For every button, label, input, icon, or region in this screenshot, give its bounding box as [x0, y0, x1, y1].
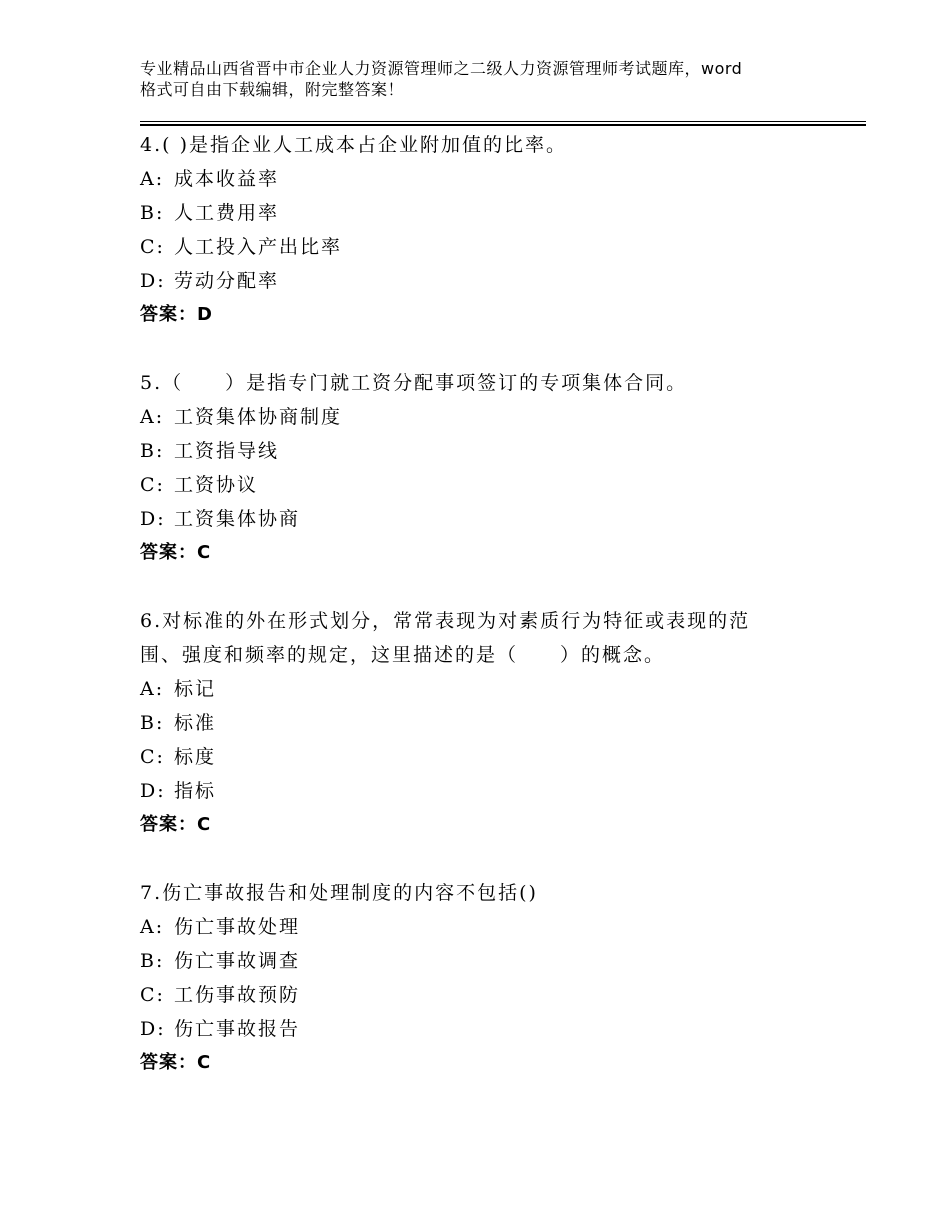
option-letter: A: — [140, 168, 165, 190]
question-item — [140, 366, 860, 570]
document-header — [140, 58, 840, 100]
answer-option — [140, 774, 860, 808]
option-text: 伤亡事故调查 — [174, 950, 301, 972]
option-text: 人工费用率 — [174, 202, 280, 224]
option-letter: C: — [140, 746, 165, 768]
option-letter: B: — [140, 202, 165, 224]
answer-option — [140, 1012, 860, 1046]
question-item — [140, 876, 860, 1080]
answer-option — [140, 196, 860, 230]
answer-option — [140, 264, 860, 298]
answer-key: 答案：C — [140, 814, 212, 835]
answer-option — [140, 468, 860, 502]
question-stem-line: 围、强度和频率的规定，这里描述的是（ ）的概念。 — [140, 644, 666, 666]
header-divider — [140, 124, 866, 126]
option-text: 工伤事故预防 — [174, 984, 301, 1006]
answer-key: 答案：C — [140, 542, 212, 563]
answer-option — [140, 944, 860, 978]
option-letter: D: — [140, 1018, 166, 1040]
option-text: 标记 — [174, 678, 217, 700]
option-text: 指标 — [174, 780, 217, 802]
option-letter: A: — [140, 406, 165, 428]
option-text: 工资集体协商制度 — [174, 406, 343, 428]
question-item — [140, 128, 860, 332]
question-stem-line: 6.对标准的外在形式划分，常常表现为对素质行为特征或表现的范 — [140, 610, 751, 632]
option-letter: C: — [140, 474, 165, 496]
header-line: 格式可自由下载编辑，附完整答案！ — [140, 80, 405, 99]
option-text: 标准 — [174, 712, 217, 734]
question-stem — [140, 128, 860, 162]
option-text: 工资协议 — [174, 474, 259, 496]
answer-option — [140, 910, 860, 944]
option-text: 标度 — [174, 746, 217, 768]
question-stem-line: 5.（ ）是指专门就工资分配事项签订的专项集体合同。 — [140, 372, 688, 394]
answer-option — [140, 400, 860, 434]
option-text: 劳动分配率 — [174, 270, 280, 292]
answer-option — [140, 434, 860, 468]
header-line: 专业精品山西省晋中市企业人力资源管理师之二级人力资源管理师考试题库，word — [140, 59, 743, 78]
option-letter: C: — [140, 984, 165, 1006]
answer-option — [140, 978, 860, 1012]
option-letter: B: — [140, 440, 165, 462]
answer-option — [140, 706, 860, 740]
answer-option — [140, 672, 860, 706]
question-stem-line: 4.( )是指企业人工成本占企业附加值的比率。 — [140, 134, 567, 156]
option-letter: B: — [140, 950, 165, 972]
option-letter: A: — [140, 916, 165, 938]
answer-key: 答案：C — [140, 1052, 212, 1073]
option-letter: A: — [140, 678, 165, 700]
header-divider — [140, 121, 866, 122]
answer-option — [140, 230, 860, 264]
answer-option — [140, 502, 860, 536]
answer-option — [140, 740, 860, 774]
option-text: 成本收益率 — [174, 168, 280, 190]
option-letter: D: — [140, 508, 166, 530]
option-letter: C: — [140, 236, 165, 258]
question-list — [140, 128, 860, 1114]
option-letter: D: — [140, 270, 166, 292]
question-stem-line: 7.伤亡事故报告和处理制度的内容不包括() — [140, 882, 538, 904]
answer-key: 答案：D — [140, 304, 213, 325]
question-stem — [140, 366, 860, 400]
question-item — [140, 604, 860, 842]
question-stem — [140, 876, 860, 910]
option-letter: B: — [140, 712, 165, 734]
option-text: 工资集体协商 — [174, 508, 301, 530]
option-text: 伤亡事故处理 — [174, 916, 301, 938]
option-text: 人工投入产出比率 — [174, 236, 343, 258]
option-letter: D: — [140, 780, 166, 802]
answer-option — [140, 162, 860, 196]
question-stem — [140, 604, 860, 672]
option-text: 工资指导线 — [174, 440, 280, 462]
option-text: 伤亡事故报告 — [174, 1018, 301, 1040]
